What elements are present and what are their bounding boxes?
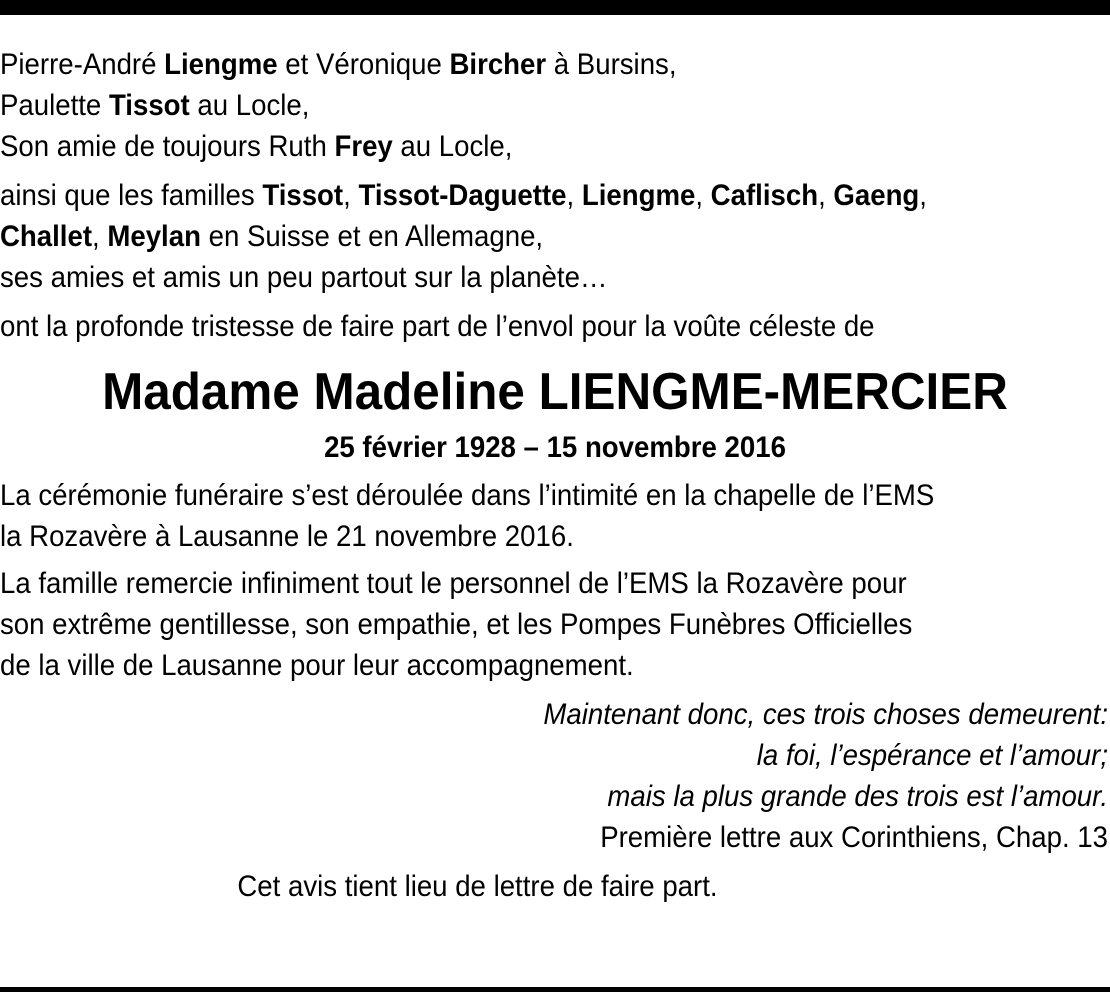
notice-text: , <box>695 179 711 212</box>
notice-text: , <box>818 179 834 212</box>
family-name: Caflisch <box>710 179 819 212</box>
family-name: Tissot-Daguette <box>358 179 567 212</box>
notice-text: en Suisse et en Allemagne, <box>200 220 544 253</box>
thanks-line: de la ville de Lausanne pour leur accompagnement. <box>0 649 634 682</box>
closing-text: Cet avis tient lieu de lettre de faire part. <box>237 870 718 903</box>
family-name: Bircher <box>449 48 547 81</box>
families-block <box>0 175 1110 298</box>
family-name: Challet <box>0 220 93 253</box>
notice-text: ses amies et amis un peu partout sur la planète… <box>0 261 608 294</box>
notice-text: ainsi que les familles <box>0 179 263 212</box>
quote-source: Première lettre aux Corinthiens, Chap. 13 <box>600 821 1108 854</box>
ceremony-line: la Rozavère à Lausanne le 21 novembre 2016. <box>0 520 574 553</box>
top-rule <box>0 0 1110 15</box>
family-name: Tissot <box>262 179 344 212</box>
notice-text: et Véronique <box>277 48 450 81</box>
ceremony-line: La cérémonie funéraire s’est déroulée dans l’intimité en la chapelle de l’EMS <box>0 479 935 512</box>
death-notice <box>0 44 1110 907</box>
family-line <box>0 126 1021 167</box>
quote-line: la foi, l’espérance et l’amour; <box>756 739 1108 772</box>
quote-line: mais la plus grande des trois est l’amour. <box>607 780 1108 813</box>
thanks-line: La famille remercie infiniment tout le personnel de l’EMS la Rozavère pour <box>0 567 907 600</box>
notice-text: , <box>92 220 108 253</box>
notice-text: , <box>343 179 359 212</box>
life-dates: 25 février 1928 – 15 novembre 2016 <box>324 431 786 464</box>
thanks-line: son extrême gentillesse, son empathie, et les Pompes Funèbres Officielles <box>0 608 913 641</box>
quote-line: Maintenant donc, ces trois choses demeurent: <box>543 698 1108 731</box>
family-name: Tissot <box>108 89 190 122</box>
notice-text: à Bursins, <box>546 48 677 81</box>
notice-text: , <box>919 179 927 212</box>
notice-text: au Locle, <box>189 89 310 122</box>
family-name: Gaeng <box>833 179 920 212</box>
announcement-text: ont la profonde tristesse de faire part de l’envol pour la voûte céleste de <box>0 310 875 343</box>
bible-quote <box>0 694 1108 858</box>
deceased-name: Madame Madeline LIENGME-MERCIER <box>102 363 1008 421</box>
thanks-paragraph <box>0 563 1110 686</box>
notice-text: , <box>566 179 582 212</box>
bottom-rule <box>0 987 1110 992</box>
family-name: Meylan <box>107 220 201 253</box>
notice-text: Paulette <box>0 89 109 122</box>
families-line <box>0 175 1021 216</box>
notice-text: au Locle, <box>392 130 513 163</box>
notice-text: Son amie de toujours Ruth <box>0 130 335 163</box>
family-name: Liengme <box>581 179 696 212</box>
family-block <box>0 44 1110 167</box>
families-line <box>0 216 1021 257</box>
notice-text: Pierre-André <box>0 48 165 81</box>
family-line <box>0 85 1021 126</box>
ceremony-paragraph <box>0 475 1110 557</box>
family-name: Liengme <box>164 48 278 81</box>
family-line <box>0 44 1021 85</box>
families-line <box>0 257 1021 298</box>
family-name: Frey <box>334 130 393 163</box>
